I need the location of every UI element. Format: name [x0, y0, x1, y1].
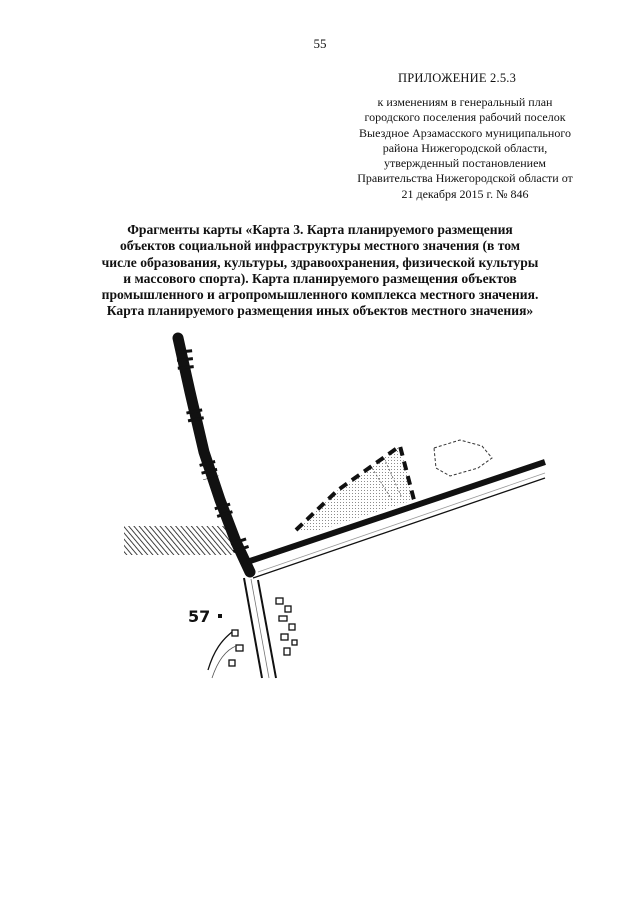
building [289, 624, 295, 630]
building [292, 640, 297, 645]
appendix-line: Правительства Нижегородской области от [357, 171, 573, 186]
appendix-line: района Нижегородской области, [382, 140, 548, 155]
building [285, 606, 291, 612]
appendix-line: городского поселения рабочий поселок [364, 110, 566, 125]
heading-line: числе образования, культуры, здравоохранения, физической культуры [101, 254, 539, 270]
heading-line: и массового спорта). Карта планируемого размещения объектов [123, 270, 517, 286]
heading-line: Карта планируемого размещения иных объектов местного значения» [106, 303, 534, 319]
appendix-line: утвержденный постановлением [384, 156, 546, 171]
page-number: 55 [313, 36, 327, 51]
street-left-edge [244, 578, 262, 678]
heading-line: промышленного и агропромышленного комплекса местного значения. [101, 287, 539, 303]
building-outline [434, 440, 492, 476]
planned-zone-fill [296, 446, 414, 530]
building [229, 660, 235, 666]
appendix-line: Выездное Арзамасского муниципального [359, 125, 571, 140]
heading-line: объектов социальной инфраструктуры местного значения (в том [119, 238, 521, 254]
appendix-line: 21 декабря 2015 г. № 846 [401, 186, 529, 201]
hatched-zone [124, 526, 234, 555]
building [284, 648, 290, 655]
map-label: 57 [188, 607, 211, 626]
map-label-marker [218, 614, 222, 618]
road-mark [212, 470, 216, 474]
building [279, 616, 287, 621]
heading-line: Фрагменты карты «Карта 3. Карта планируемого размещения [127, 222, 513, 237]
building [281, 634, 288, 640]
building [232, 630, 238, 636]
building [236, 645, 243, 651]
building [276, 598, 283, 604]
appendix-title: ПРИЛОЖЕНИЕ 2.5.3 [398, 71, 517, 85]
appendix-line: к изменениям в генеральный план [377, 95, 553, 109]
street-right-edge [258, 580, 276, 678]
